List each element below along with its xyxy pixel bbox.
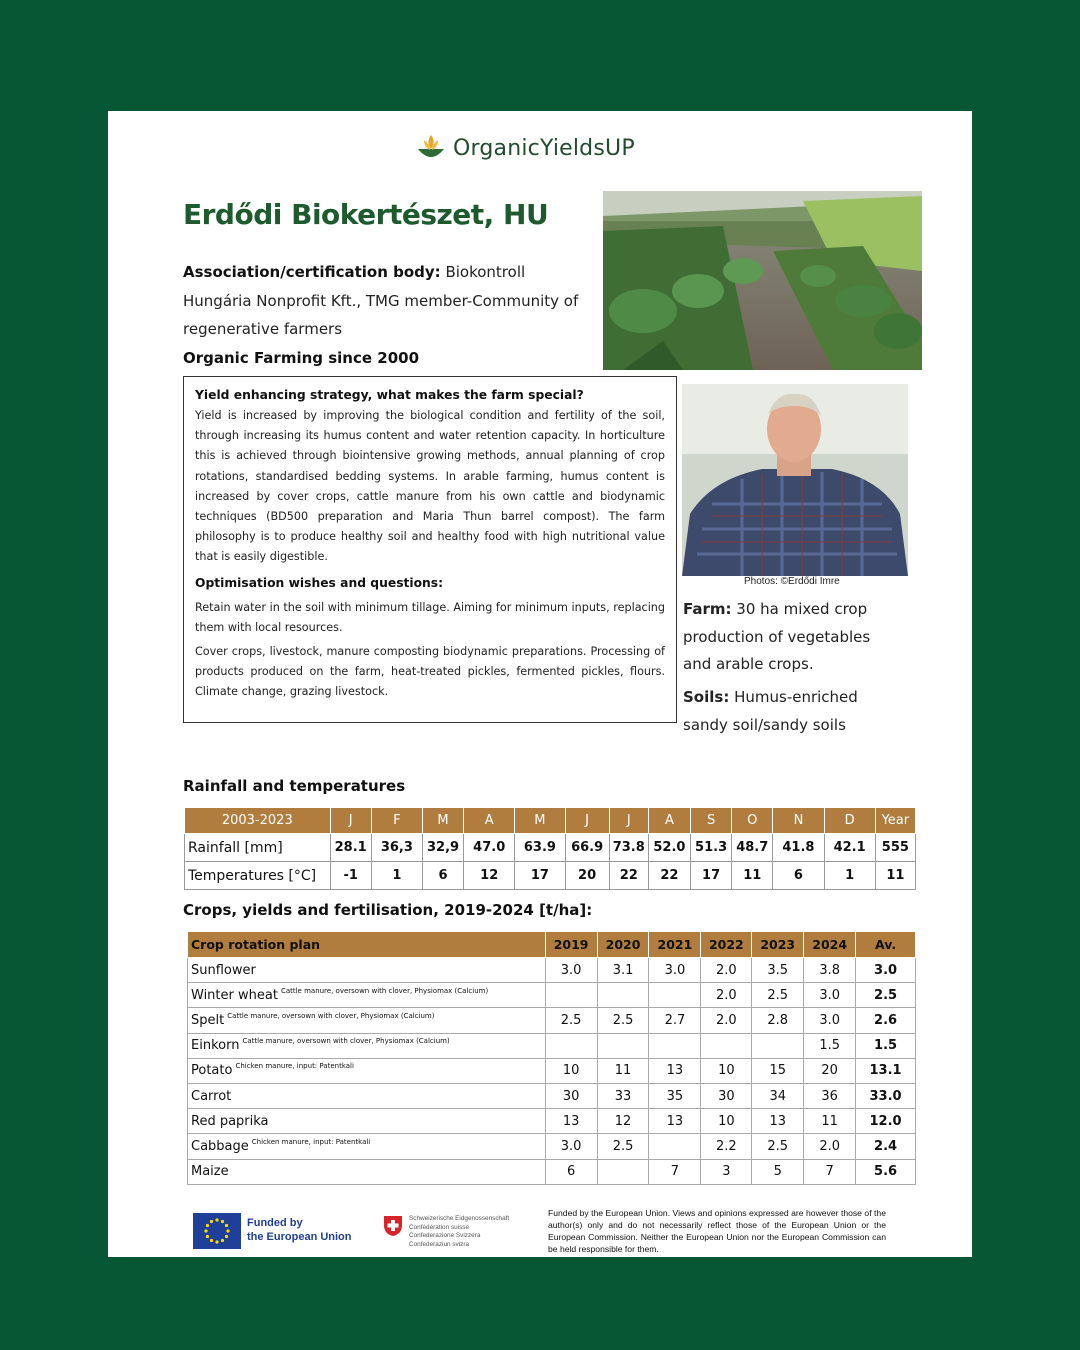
rain-cell: -1 [330,862,371,890]
crop-name: Cabbage [191,1138,249,1154]
yield-cell: 13 [545,1109,597,1134]
average-yield-cell: 2.4 [856,1134,916,1159]
crop-name-cell [188,1033,546,1058]
rain-row [185,834,916,862]
rain-header-cell: J [330,808,371,834]
rain-header-cell: J [565,808,609,834]
eu-flag-icon [193,1213,241,1249]
crops-header-cell: 2019 [545,932,597,958]
crop-name: Spelt [191,1012,225,1028]
rain-cell: 52.0 [648,834,690,862]
crop-row [188,1109,916,1134]
yield-cell [752,1033,804,1058]
average-yield-cell: 1.5 [856,1033,916,1058]
yield-cell: 20 [804,1058,856,1083]
yield-cell: 2.5 [752,1134,804,1159]
rainfall-table [184,807,916,890]
yield-cell: 2.0 [804,1134,856,1159]
yield-cell: 2.5 [597,1134,649,1159]
association-text: Biokontroll Hungária Nonprofit Kft., TMG member-Community of regenerative farmers [183,263,579,338]
strategy-heading: Yield enhancing strategy, what makes the farm special? [195,388,584,402]
rain-cell: 22 [609,862,648,890]
yield-cell: 34 [752,1083,804,1108]
crop-fertilisation-note: Chicken manure, input: Patentkali [251,1137,371,1146]
crop-name-cell [188,1134,546,1159]
rain-header-cell: M [515,808,565,834]
yield-cell: 12 [597,1109,649,1134]
yield-cell: 3.0 [545,1134,597,1159]
yield-cell: 13 [752,1109,804,1134]
rain-row-label: Rainfall [mm] [185,834,331,862]
rain-cell: 11 [875,862,915,890]
crops-header-cell: Av. [856,932,916,958]
rain-cell: 555 [875,834,915,862]
rain-cell: 48.7 [732,834,773,862]
rain-header-cell: Year [875,808,915,834]
crop-name: Carrot [191,1088,232,1104]
crop-fertilisation-note: Chicken manure, input: Patentkali [235,1062,354,1071]
crop-name-cell [188,1058,546,1083]
average-yield-cell: 13.1 [856,1058,916,1083]
crops-header-cell: Crop rotation plan [188,932,546,958]
crops-header-cell: 2021 [649,932,701,958]
yield-cell: 2.0 [701,958,752,983]
yield-cell: 7 [649,1159,701,1184]
rain-row [185,862,916,890]
rain-cell: 41.8 [773,834,824,862]
soils-info [683,684,903,739]
rain-cell: 36,3 [371,834,422,862]
yield-cell [649,983,701,1008]
yield-cell: 3.8 [804,958,856,983]
rain-cell: 1 [371,862,422,890]
farmer-portrait [682,384,908,576]
yield-cell: 13 [649,1109,701,1134]
rain-cell: 12 [464,862,515,890]
crop-name: Maize [191,1164,229,1180]
yield-cell: 10 [701,1109,752,1134]
swiss-shield-icon [383,1215,403,1237]
yield-cell [701,1033,752,1058]
rain-header-cell: D [824,808,875,834]
rain-cell: 11 [732,862,773,890]
yield-cell: 5 [752,1159,804,1184]
yield-cell: 2.8 [752,1008,804,1033]
crops-header-cell: 2022 [701,932,752,958]
yield-cell: 2.5 [597,1008,649,1033]
yield-cell: 2.0 [701,983,752,1008]
crop-row [188,1008,916,1033]
yield-cell [545,1033,597,1058]
farm-info [683,596,903,679]
rain-cell: 20 [565,862,609,890]
rain-cell: 6 [422,862,463,890]
yield-cell: 3.0 [649,958,701,983]
yield-cell [649,1033,701,1058]
crops-header-cell: 2024 [804,932,856,958]
rain-cell: 66.9 [565,834,609,862]
rain-cell: 6 [773,862,824,890]
average-yield-cell: 12.0 [856,1109,916,1134]
crop-row [188,958,916,983]
wheat-bowl-icon [415,132,447,164]
yield-cell: 3.0 [545,958,597,983]
crop-fertilisation-note: Cattle manure, oversown with clover, Physiomax (Calcium) [280,986,489,995]
optimisation-text-2: Cover crops, livestock, manure composting biodynamic preparations. Processing of products produced on the farm, heat-treated pickles, fermented pickles, flours. Climate change, grazing livestock. [195,645,665,699]
crop-name: Red paprika [191,1113,269,1129]
yield-cell: 6 [545,1159,597,1184]
rain-header-cell: 2003-2023 [185,808,331,834]
average-yield-cell: 2.5 [856,983,916,1008]
yield-cell [597,1159,649,1184]
rain-header-cell: F [371,808,422,834]
logo-text: OrganicYieldsUP [453,135,635,161]
yield-cell: 11 [597,1058,649,1083]
crop-name-cell [188,958,546,983]
yield-cell: 35 [649,1083,701,1108]
average-yield-cell: 5.6 [856,1159,916,1184]
yield-cell: 11 [804,1109,856,1134]
yield-cell: 7 [804,1159,856,1184]
yield-cell: 3.1 [597,958,649,983]
soils-text: Humus-enriched sandy soil/sandy soils [683,688,858,734]
yield-cell [597,983,649,1008]
rain-cell: 51.3 [691,834,732,862]
swiss-confederation-text: Schweizerische Eidgenossenschaft Confédération suisse Confederazione Svizzera Confederaziun svizra [409,1215,510,1248]
yield-cell: 2.7 [649,1008,701,1033]
organicyieldsup-logo [415,132,635,164]
crop-name-cell [188,1109,546,1134]
crop-row [188,983,916,1008]
rain-header-cell: A [464,808,515,834]
yield-cell: 33 [597,1083,649,1108]
crop-name-cell [188,1159,546,1184]
crop-name-cell [188,1083,546,1108]
rain-header-cell: S [691,808,732,834]
rain-header-cell: M [422,808,463,834]
yield-cell: 10 [545,1058,597,1083]
farm-label: Farm: [683,600,732,618]
yield-cell: 30 [701,1083,752,1108]
crop-name: Sunflower [191,962,256,978]
yield-cell [597,1033,649,1058]
yield-cell: 2.0 [701,1008,752,1033]
yield-cell: 36 [804,1083,856,1108]
crop-name: Einkorn [191,1038,240,1054]
crop-row [188,1159,916,1184]
optimisation-text: Retain water in the soil with minimum tillage. Aiming for minimum inputs, replacing them with local resources. [195,600,665,634]
yield-cell: 2.5 [545,1008,597,1033]
soils-label: Soils: [683,688,730,706]
rain-header-cell: J [609,808,648,834]
photo-caption: Photos: ©Erdődi Imre [744,576,840,587]
crop-fertilisation-note: Cattle manure, oversown with clover, Physiomax (Calcium) [242,1037,450,1046]
crop-name-cell [188,1008,546,1033]
yield-cell [545,983,597,1008]
yield-cell: 2.5 [752,983,804,1008]
yield-cell: 3.5 [752,958,804,983]
rain-cell: 17 [691,862,732,890]
yield-cell [649,1134,701,1159]
yield-cell: 3.0 [804,983,856,1008]
crops-header-cell: 2020 [597,932,649,958]
yield-cell: 3 [701,1159,752,1184]
rain-cell: 42.1 [824,834,875,862]
crop-fertilisation-note: Cattle manure, oversown with clover, Physiomax (Calcium) [227,1011,435,1020]
rain-header-cell: N [773,808,824,834]
farm-title: Erdődi Biokertészet, HU [183,198,549,231]
eu-funding-text: Funded by the European Union [247,1217,352,1243]
rain-cell: 17 [515,862,565,890]
strategy-text: Yield is increased by improving the biological condition and fertility of the soil, through increasing its humus content and water retention capacity. In horticulture this is achieved through biointensive growing methods, annual planning of crop rotations, standardised bedding systems. In arable farming, humus content is increased by cover crops, cattle manure from his own cattle and biodynamic techniques (BD500 preparation and Maria Thun barrel compost). The farm philosophy is to produce healthy soil and healthy food with high nutritional value that is easily digestible. [195,409,665,564]
rain-cell: 1 [824,862,875,890]
crop-row [188,1083,916,1108]
farm-text: 30 ha mixed crop production of vegetables and arable crops. [683,600,871,673]
organic-since: Organic Farming since 2000 [183,349,420,367]
yield-cell: 30 [545,1083,597,1108]
yield-cell: 3.0 [804,1008,856,1033]
average-yield-cell: 33.0 [856,1083,916,1108]
yield-cell: 15 [752,1058,804,1083]
crop-name-cell [188,983,546,1008]
crop-row [188,1033,916,1058]
rain-cell: 47.0 [464,834,515,862]
rain-cell: 63.9 [515,834,565,862]
rain-row-label: Temperatures [°C] [185,862,331,890]
optimisation-heading: Optimisation wishes and questions: [195,575,444,590]
rain-header-cell: O [732,808,773,834]
crop-row [188,1134,916,1159]
crop-row [188,1058,916,1083]
crops-header-cell: 2023 [752,932,804,958]
rain-cell: 73.8 [609,834,648,862]
rain-header-cell: A [648,808,690,834]
crops-table [187,931,916,1185]
rain-cell: 32,9 [422,834,463,862]
association-label: Association/certification body: [183,263,441,281]
association-block [183,258,593,344]
yield-cell: 1.5 [804,1033,856,1058]
crop-name: Winter wheat [191,987,278,1003]
rainfall-title: Rainfall and temperatures [183,777,406,795]
average-yield-cell: 3.0 [856,958,916,983]
yield-cell: 10 [701,1058,752,1083]
eu-disclaimer: Funded by the European Union. Views and opinions expressed are however those of the author(s) only and do not necessarily reflect those of the European Union or the European Commission. Neither the European Union nor the European Commission can be held responsible for them. [548,1208,886,1254]
rain-cell: 28.1 [330,834,371,862]
average-yield-cell: 2.6 [856,1008,916,1033]
field-photo [603,191,922,370]
crop-name: Potato [191,1063,233,1079]
rain-cell: 22 [648,862,690,890]
yield-cell: 2.2 [701,1134,752,1159]
yield-cell: 13 [649,1058,701,1083]
crops-title: Crops, yields and fertilisation, 2019-2024 [t/ha]: [183,901,593,919]
strategy-box [183,376,677,723]
